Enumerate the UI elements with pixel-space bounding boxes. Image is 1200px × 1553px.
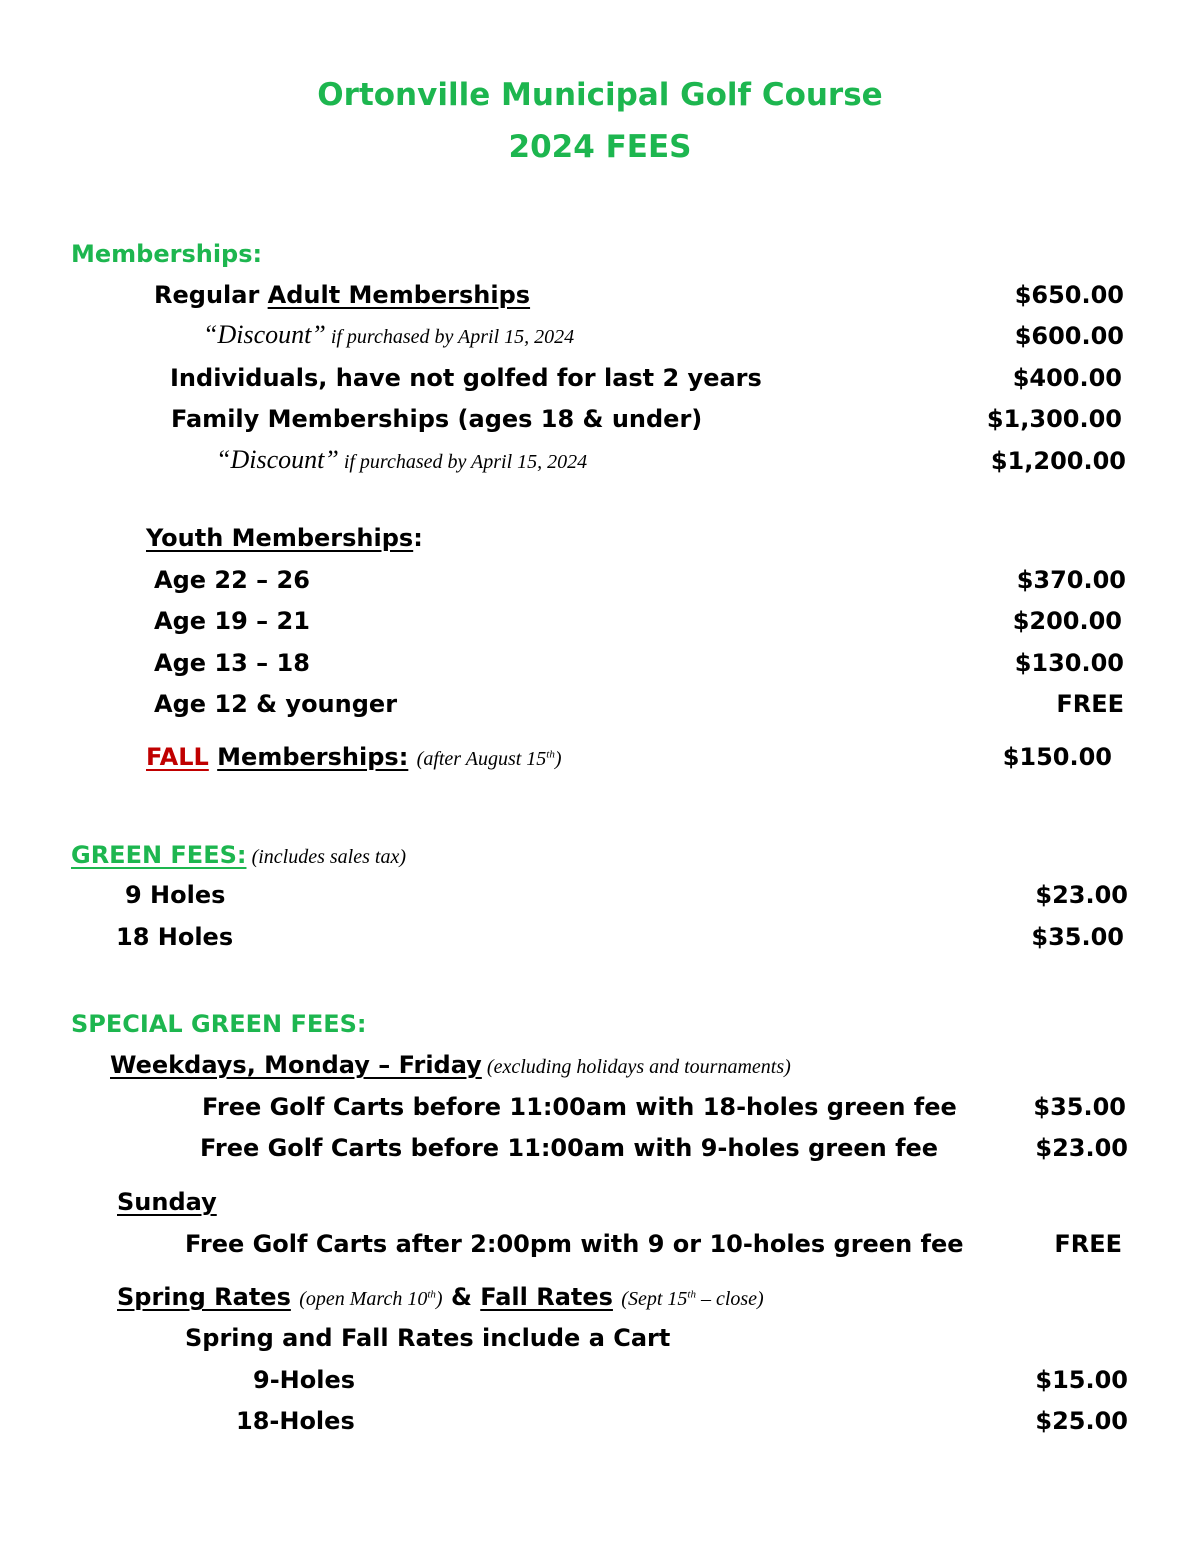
weekdays-note: (excluding holidays and tournaments) [486, 1056, 791, 1078]
discount2-word: “Discount” [216, 445, 339, 474]
fall-note: (after August 15th) [416, 748, 562, 770]
discount1-note: if purchased by April 15, 2024 [325, 326, 575, 348]
rate-price: $25.00 [1035, 1407, 1128, 1435]
youth-heading [146, 526, 423, 550]
weekdays-heading-line [110, 1053, 791, 1077]
fall-memberships-label [146, 745, 562, 769]
sunday-cart-price: FREE [1054, 1230, 1122, 1258]
weekdays-heading: Weekdays, Monday – Friday [110, 1051, 482, 1079]
weekday-cart-price: $35.00 [1033, 1093, 1126, 1121]
green-fees-heading-line [71, 843, 406, 867]
regular-label-prefix: Regular [154, 281, 268, 309]
cart-included-note: Spring and Fall Rates include a Cart [185, 1324, 671, 1352]
youth-heading-text: Youth Memberships [146, 524, 414, 552]
discount1-price: $600.00 [1014, 322, 1124, 350]
adult-memberships-label: Adult Memberships [267, 281, 531, 309]
individuals-price: $400.00 [1012, 364, 1122, 392]
fall-heading: Memberships: [217, 743, 409, 771]
spring-rates-note: (open March 10th) [299, 1288, 443, 1310]
special-green-fees-heading: SPECIAL GREEN FEES: [71, 1010, 367, 1038]
youth-heading-colon: : [413, 524, 423, 552]
weekday-cart-price: $23.00 [1035, 1134, 1128, 1162]
youth-row-price: FREE [1056, 690, 1124, 718]
family-label: Family Memberships (ages 18 & under) [171, 405, 703, 433]
sunday-cart-label: Free Golf Carts after 2:00pm with 9 or 10-holes green fee [185, 1230, 964, 1258]
green-fee-price: $35.00 [1031, 923, 1124, 951]
green-fee-label: 9 Holes [125, 881, 226, 909]
green-fees-heading: GREEN FEES: [71, 841, 247, 869]
spring-fall-heading-line [117, 1285, 764, 1309]
youth-row-label: Age 13 – 18 [154, 649, 310, 677]
rate-label: 9-Holes [253, 1366, 356, 1394]
discount2-price: $1,200.00 [990, 447, 1126, 475]
green-fee-price: $23.00 [1035, 881, 1128, 909]
sunday-heading: Sunday [117, 1188, 217, 1216]
family-price: $1,300.00 [986, 405, 1122, 433]
youth-row-price: $370.00 [1016, 566, 1126, 594]
fall-rates-heading: Fall Rates [480, 1283, 613, 1311]
rate-label: 18-Holes [236, 1407, 355, 1435]
discount2-note: if purchased by April 15, 2024 [338, 451, 588, 473]
green-fee-label: 18 Holes [116, 923, 234, 951]
discount1-word: “Discount” [203, 320, 326, 349]
fall-rates-note: (Sept 15th – close) [621, 1288, 764, 1310]
discount2-label [216, 447, 587, 473]
weekday-cart-label: Free Golf Carts before 11:00am with 18-holes green fee [202, 1093, 957, 1121]
regular-adult-price: $650.00 [1014, 281, 1124, 309]
spring-rates-heading: Spring Rates [117, 1283, 291, 1311]
page-subtitle: 2024 FEES [508, 129, 692, 165]
fall-word: FALL [146, 743, 209, 771]
regular-adult-label [154, 283, 530, 307]
page-title: Ortonville Municipal Golf Course [317, 77, 883, 113]
green-fees-note: (includes sales tax) [251, 846, 406, 868]
youth-row-price: $130.00 [1014, 649, 1124, 677]
youth-row-label: Age 22 – 26 [154, 566, 310, 594]
rate-price: $15.00 [1035, 1366, 1128, 1394]
discount1-label [203, 322, 574, 348]
youth-row-label: Age 12 & younger [154, 690, 398, 718]
youth-row-label: Age 19 – 21 [154, 607, 310, 635]
individuals-label: Individuals, have not golfed for last 2 years [170, 364, 762, 392]
weekday-cart-label: Free Golf Carts before 11:00am with 9-holes green fee [200, 1134, 939, 1162]
youth-row-price: $200.00 [1012, 607, 1122, 635]
memberships-heading: Memberships: [71, 240, 263, 268]
fall-price: $150.00 [1002, 743, 1112, 771]
fall-rates-ampersand: & [450, 1283, 481, 1311]
